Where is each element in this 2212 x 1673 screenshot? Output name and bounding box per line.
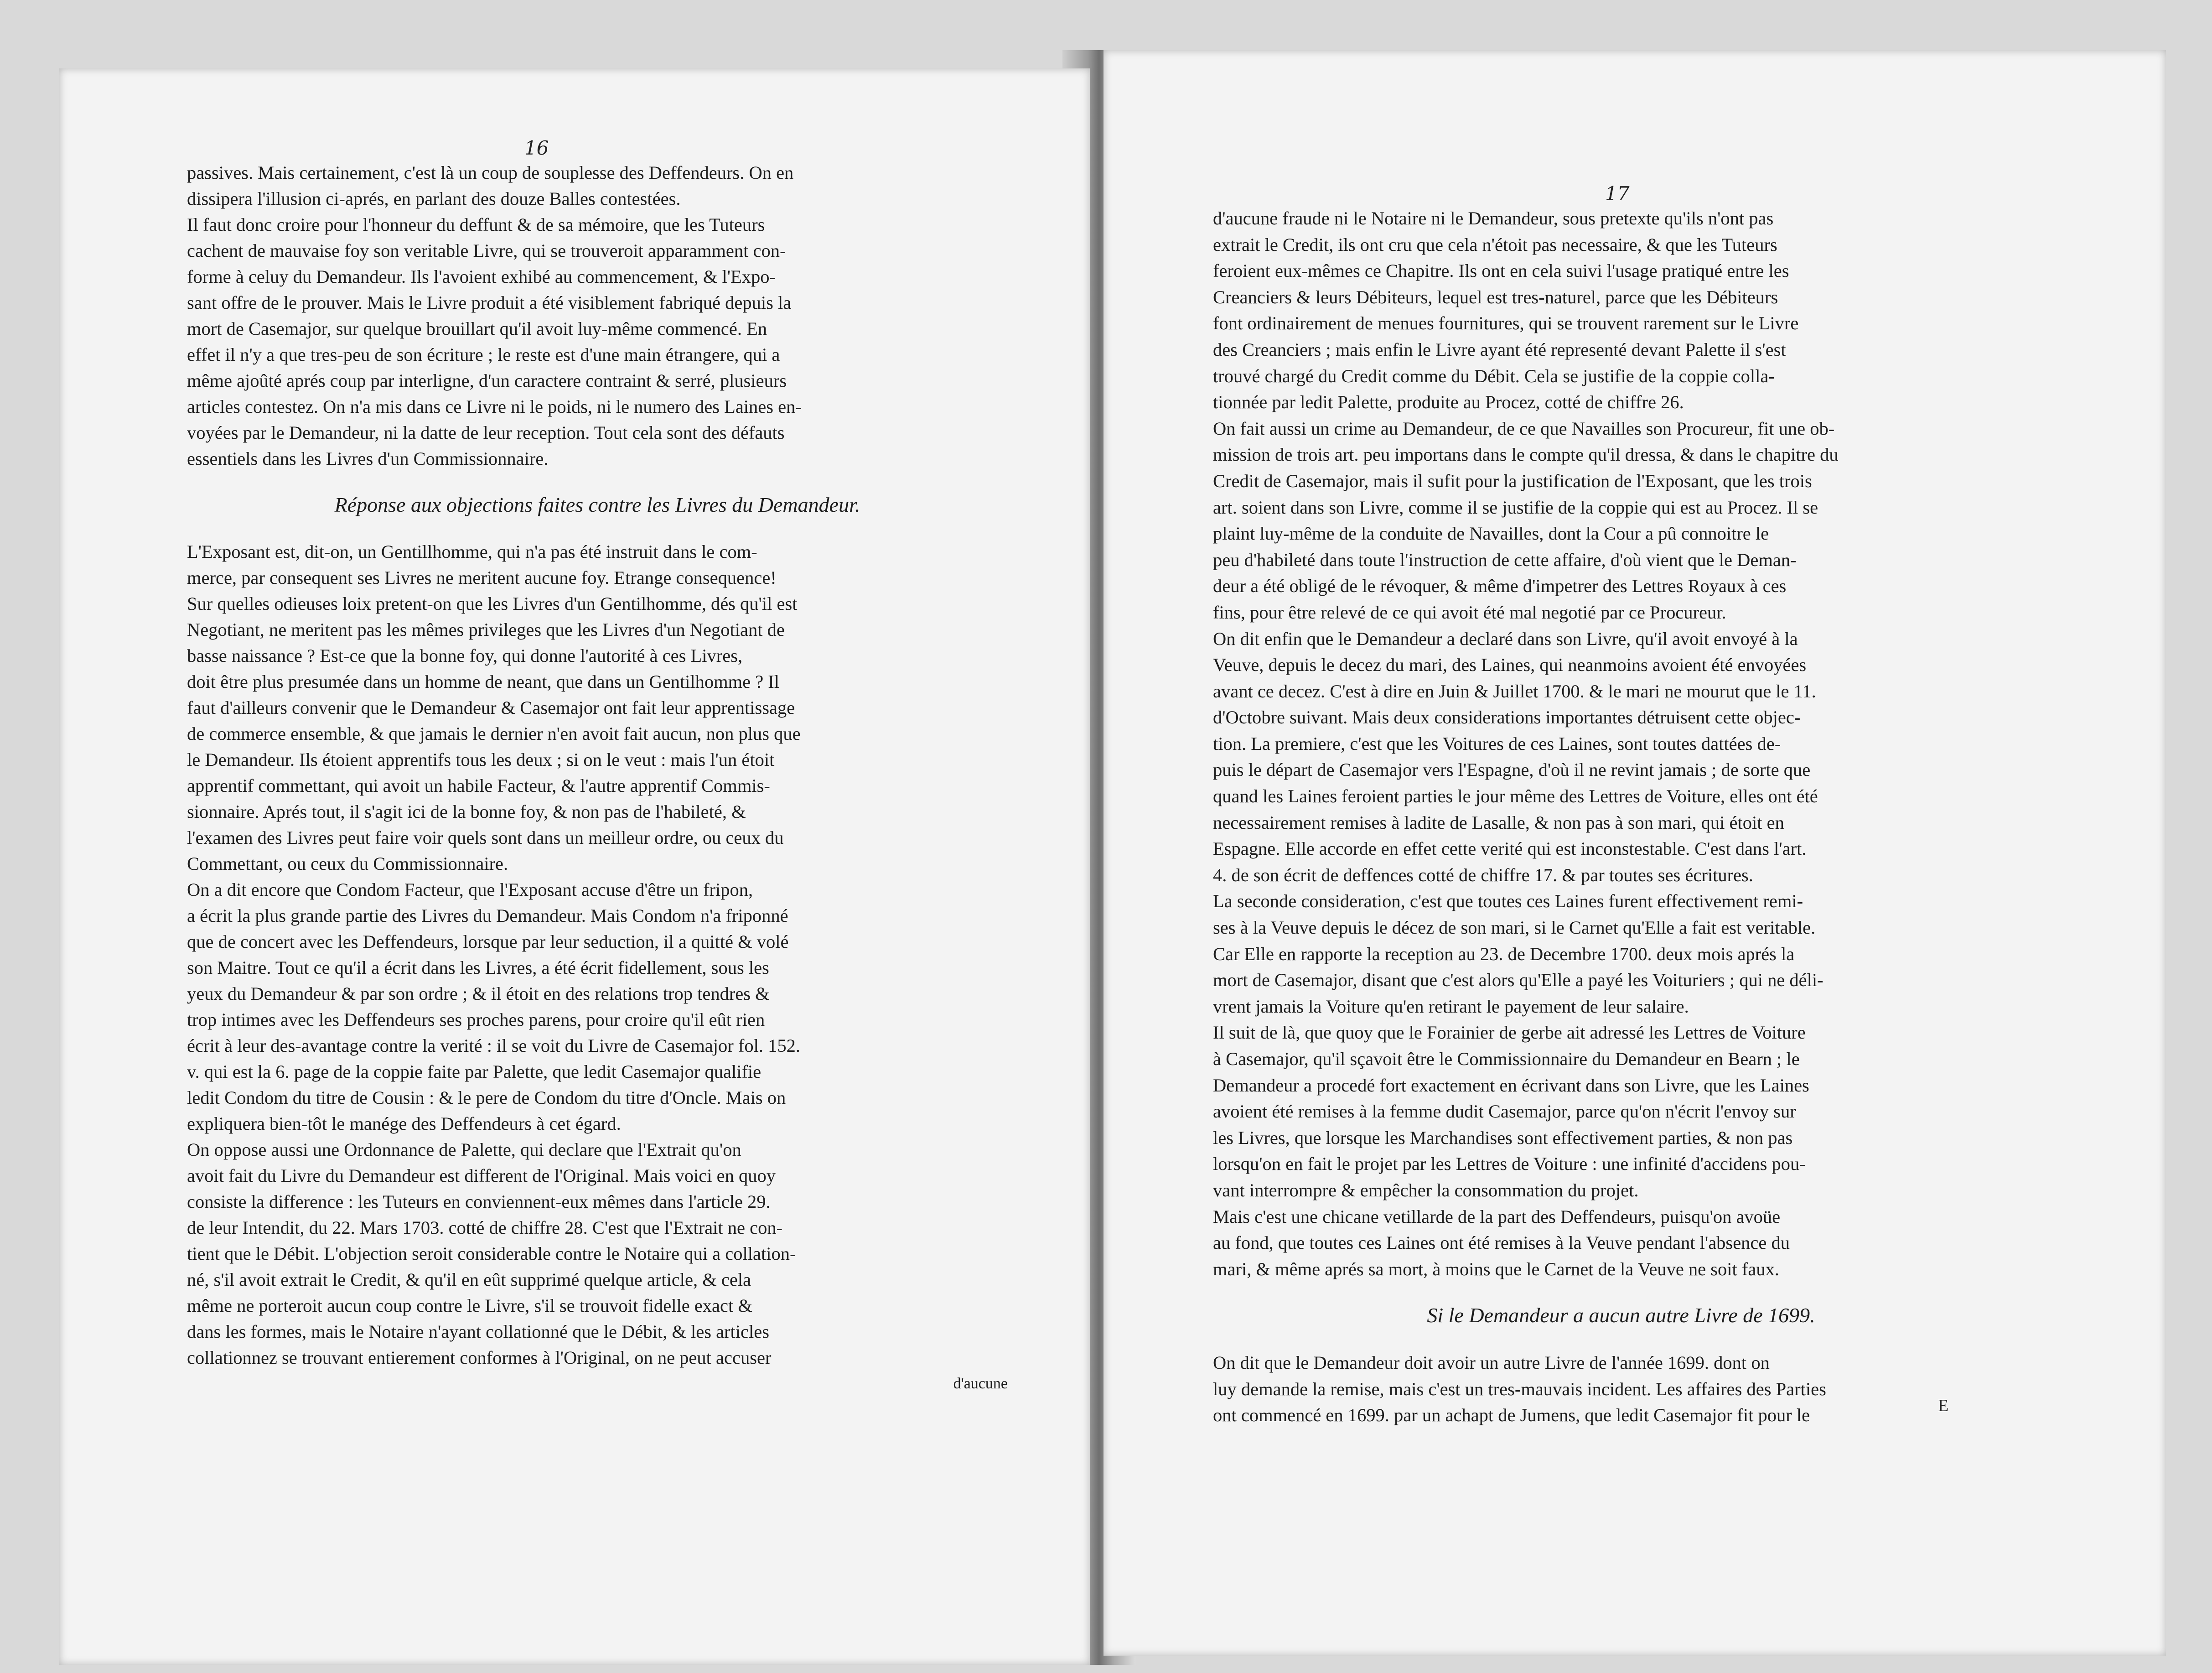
- text-line: apprentif commettant, qui avoit un habile Facteur, & l'autre apprentif Commis-: [187, 775, 770, 796]
- text-line: font ordinairement de menues fournitures, qui se trouvent rarement sur le Livre: [1213, 313, 1799, 334]
- text-line: On oppose aussi une Ordonnance de Palette, qui declare que l'Extrait qu'on: [187, 1139, 741, 1160]
- text-line: luy demande la remise, mais c'est un tres-mauvais incident. Les affaires des Parties: [1213, 1378, 1826, 1399]
- text-line: Il faut donc croire pour l'honneur du deffunt & de sa mémoire, que les Tuteurs: [187, 214, 765, 235]
- text-line: tionnée par ledit Palette, produite au Procez, cotté de chiffre 26.: [1213, 392, 1684, 413]
- text-line: de leur Intendit, du 22. Mars 1703. cotté de chiffre 28. C'est que l'Extrait ne con-: [187, 1217, 783, 1238]
- text-line: sant offre de le prouver. Mais le Livre produit a été visiblement fabriqué depuis la: [187, 292, 792, 313]
- text-line: tient que le Débit. L'objection seroit considerable contre le Notaire qui a collation-: [187, 1243, 796, 1264]
- text-line: plaint luy-même de la conduite de Navailles, dont la Cour a pû connoitre le: [1213, 523, 1769, 544]
- text-line: Credit de Casemajor, mais il sufit pour la justification de l'Exposant, que les trois: [1213, 470, 1812, 491]
- text-line: ledit Condom du titre de Cousin : & le pere de Condom du titre d'Oncle. Mais on: [187, 1087, 786, 1108]
- text-line: feroient eux-mêmes ce Chapitre. Ils ont en cela suivi l'usage pratiqué entre les: [1213, 260, 1789, 281]
- page-number-right: 17: [1605, 182, 1630, 205]
- text-line: On a dit encore que Condom Facteur, que l'Exposant accuse d'être un fripon,: [187, 879, 753, 900]
- text-line: de commerce ensemble, & que jamais le dernier n'en avoit fait aucun, non plus que: [187, 723, 801, 744]
- text-line: On dit que le Demandeur doit avoir un autre Livre de l'année 1699. dont on: [1213, 1352, 1770, 1373]
- text-line: dissipera l'illusion ci-aprés, en parlant des douze Balles contestées.: [187, 188, 681, 209]
- text-line: Veuve, depuis le decez du mari, des Laines, qui neanmoins avoient été envoyées: [1213, 655, 1807, 675]
- text-line: d'Octobre suivant. Mais deux considerations importantes détruisent cette objec-: [1213, 707, 1801, 728]
- text-line: le Demandeur. Ils étoient apprentifs tous les deux ; si on le veut : mais l'un étoit: [187, 749, 775, 770]
- text-line: même ajoûté aprés coup par interligne, d'un caractere contraint & serré, plusieurs: [187, 370, 787, 391]
- text-line: doit être plus presumée dans un homme de neant, que dans un Gentilhomme ? Il: [187, 671, 780, 692]
- text-line: même ne porteroit aucun coup contre le Livre, s'il se trouvoit fidelle exact &: [187, 1295, 752, 1316]
- section-heading-replies: Réponse aux objections faites contre les Livres du Demandeur.: [334, 493, 860, 516]
- text-line: trouvé chargé du Credit comme du Débit. Cela se justifie de la coppie colla-: [1213, 365, 1775, 386]
- text-line: extrait le Credit, ils ont cru que cela n'étoit pas necessaire, & que les Tuteurs: [1213, 234, 1777, 255]
- page-number-left: 16: [524, 137, 549, 159]
- text-line: écrit à leur des-avantage contre la verité : il se voit du Livre de Casemajor fol. 152.: [187, 1035, 800, 1056]
- text-line: ont commencé en 1699. par un achapt de Jumens, que ledit Casemajor fit pour le: [1213, 1405, 1810, 1426]
- text-line: basse naissance ? Est-ce que la bonne foy, qui donne l'autorité à ces Livres,: [187, 645, 743, 666]
- text-line: necessairement remises à ladite de Lasalle, & non pas à son mari, qui étoit en: [1213, 812, 1784, 833]
- text-line: trop intimes avec les Deffendeurs ses proches parens, pour croire qu'il eût rien: [187, 1009, 765, 1030]
- text-line: art. soient dans son Livre, comme il se justifie de la coppie qui est au Procez. Il se: [1213, 497, 1818, 518]
- text-line: effet il n'y a que tres-peu de son écriture ; le reste est d'une main étrangere, qui a: [187, 344, 780, 365]
- signature-mark: E: [1938, 1396, 1949, 1415]
- text-line: des Creanciers ; mais enfin le Livre ayant été representé devant Palette il s'est: [1213, 339, 1786, 360]
- left-page-text: [187, 160, 1008, 1397]
- text-line: v. qui est la 6. page de la coppie faite par Palette, que ledit Casemajor qualifie: [187, 1061, 762, 1082]
- text-line: On fait aussi un crime au Demandeur, de ce que Navailles son Procureur, fit une ob-: [1213, 418, 1835, 439]
- text-line: avoient été remises à la femme dudit Casemajor, parce qu'on n'écrit l'envoy sur: [1213, 1101, 1796, 1122]
- text-line: Commettant, ou ceux du Commissionnaire.: [187, 853, 508, 874]
- text-line: cachent de mauvaise foy son veritable Livre, qui se trouveroit apparamment con-: [187, 240, 786, 261]
- text-line: mort de Casemajor, disant que c'est alors qu'Elle a payé les Voituriers ; qui ne déli-: [1213, 970, 1823, 991]
- text-line: lorsqu'on en fait le projet par les Lettres de Voiture : une infinité d'accidens pou-: [1213, 1153, 1806, 1174]
- text-line: passives. Mais certainement, c'est là un coup de souplesse des Deffendeurs. On en: [187, 162, 794, 183]
- right-page-text: [1213, 205, 2029, 1429]
- section-heading-other-book: Si le Demandeur a aucun autre Livre de 1699.: [1427, 1304, 1815, 1327]
- text-line: Creanciers & leurs Débiteurs, lequel est tres-naturel, parce que les Débiteurs: [1213, 286, 1778, 307]
- text-line: Demandeur a procedé fort exactement en écrivant dans son Livre, que les Laines: [1213, 1075, 1809, 1096]
- text-line: mort de Casemajor, sur quelque brouillart qu'il avoit luy-même commencé. En: [187, 318, 767, 339]
- text-line: fins, pour être relevé de ce qui avoit été mal negotié par ce Procureur.: [1213, 602, 1726, 623]
- text-line: Il suit de là, que quoy que le Forainier de gerbe ait adressé les Lettres de Voiture: [1213, 1022, 1806, 1043]
- text-line: deur a été obligé de le révoquer, & même d'impetrer des Lettres Royaux à ces: [1213, 576, 1787, 597]
- text-line: son Maitre. Tout ce qu'il a écrit dans les Livres, a été écrit fidellement, sous les: [187, 957, 769, 978]
- text-line: collationnez se trouvant entierement conformes à l'Original, on ne peut accuser: [187, 1347, 772, 1368]
- text-line: puis le départ de Casemajor vers l'Espagne, d'où il ne revint jamais ; de sorte que: [1213, 759, 1811, 780]
- text-line: mission de trois art. peu importans dans le compte qu'il dressa, & dans le chapitre du: [1213, 444, 1839, 465]
- right-paragraphs-top: [1213, 205, 2029, 1282]
- text-line: voyées par le Demandeur, ni la datte de leur reception. Tout cela sont des défauts: [187, 422, 785, 443]
- text-line: mari, & même aprés sa mort, à moins que le Carnet de la Veuve ne soit faux.: [1213, 1258, 1780, 1279]
- text-line: né, s'il avoit extrait le Credit, & qu'il en eût supprimé quelque article, & cela: [187, 1269, 751, 1290]
- text-line: vant interrompre & empêcher la consommation du projet.: [1213, 1179, 1639, 1200]
- text-line: peu d'habileté dans toute l'instruction de cette affaire, d'où vient que le Deman-: [1213, 549, 1797, 570]
- text-line: expliquera bien-tôt le manége des Deffendeurs à cet égard.: [187, 1113, 621, 1134]
- text-line: essentiels dans les Livres d'un Commissionnaire.: [187, 448, 549, 469]
- text-line: consiste la difference : les Tuteurs en conviennent-eux mêmes dans l'article 29.: [187, 1191, 771, 1212]
- right-paragraphs-bottom: [1213, 1350, 2029, 1429]
- left-paragraphs-top: [187, 160, 1008, 472]
- text-line: au fond, que toutes ces Laines ont été remises à la Veuve pendant l'absence du: [1213, 1232, 1790, 1253]
- text-line: avant ce decez. C'est à dire en Juin & Juillet 1700. & le mari ne mourut que le 11.: [1213, 681, 1816, 701]
- text-line: dans les formes, mais le Notaire n'ayant collationné que le Débit, & les articles: [187, 1321, 770, 1342]
- text-line: Sur quelles odieuses loix pretent-on que les Livres d'un Gentilhomme, dés qu'il est: [187, 593, 798, 614]
- text-line: Negotiant, ne meritent pas les mêmes privileges que les Livres d'un Negotiant de: [187, 619, 785, 640]
- text-line: 4. de son écrit de deffences cotté de chiffre 17. & par toutes ses écritures.: [1213, 864, 1753, 885]
- text-line: a écrit la plus grande partie des Livres du Demandeur. Mais Condom n'a friponné: [187, 905, 788, 926]
- catchword: d'aucune: [953, 1375, 1008, 1392]
- text-line: tion. La premiere, c'est que les Voitures de ces Laines, sont toutes dattées de-: [1213, 733, 1781, 754]
- text-line: les Livres, que lorsque les Marchandises sont effectivement parties, & non pas: [1213, 1127, 1793, 1148]
- text-line: La seconde consideration, c'est que toutes ces Laines furent effectivement remi-: [1213, 891, 1803, 912]
- text-line: à Casemajor, qu'il sçavoit être le Commissionnaire du Demandeur en Bearn ; le: [1213, 1049, 1800, 1069]
- text-line: Espagne. Elle accorde en effet cette verité qui est inconstestable. C'est dans l'art.: [1213, 838, 1807, 859]
- text-line: merce, par consequent ses Livres ne meritent aucune foy. Etrange consequence!: [187, 567, 777, 588]
- text-line: Mais c'est une chicane vetillarde de la part des Deffendeurs, puisqu'on avoüe: [1213, 1206, 1781, 1227]
- text-line: d'aucune fraude ni le Notaire ni le Demandeur, sous pretexte qu'ils n'ont pas: [1213, 208, 1774, 229]
- text-line: faut d'ailleurs convenir que le Demandeur & Casemajor ont fait leur apprentissage: [187, 697, 795, 718]
- text-line: On dit enfin que le Demandeur a declaré dans son Livre, qu'il avoit envoyé à la: [1213, 628, 1798, 649]
- text-line: forme à celuy du Demandeur. Ils l'avoient exhibé au commencement, & l'Expo-: [187, 266, 776, 287]
- text-line: L'Exposant est, dit-on, un Gentillhomme, qui n'a pas été instruit dans le com-: [187, 541, 757, 562]
- text-line: vrent jamais la Voiture qu'en retirant le payement de leur salaire.: [1213, 996, 1689, 1017]
- left-paragraphs-bottom: [187, 539, 1008, 1371]
- text-line: que de concert avec les Deffendeurs, lorsque par leur seduction, il a quitté & volé: [187, 931, 789, 952]
- text-line: avoit fait du Livre du Demandeur est different de l'Original. Mais voici en quoy: [187, 1165, 776, 1186]
- text-line: Car Elle en rapporte la reception au 23. de Decembre 1700. deux mois aprés la: [1213, 943, 1795, 964]
- text-line: l'examen des Livres peut faire voir quels sont dans un meilleur ordre, ou ceux du: [187, 827, 784, 848]
- text-line: articles contestez. On n'a mis dans ce Livre ni le poids, ni le numero des Laines en-: [187, 396, 802, 417]
- text-line: yeux du Demandeur & par son ordre ; & il étoit en des relations trop tendres &: [187, 983, 770, 1004]
- text-line: quand les Laines feroient parties le jour même des Lettres de Voiture, elles ont été: [1213, 786, 1818, 807]
- text-line: ses à la Veuve depuis le décez de son mari, si le Carnet qu'Elle a fait est veritable.: [1213, 917, 1816, 938]
- text-line: sionnaire. Aprés tout, il s'agit ici de la bonne foy, & non pas de l'habileté, &: [187, 801, 746, 822]
